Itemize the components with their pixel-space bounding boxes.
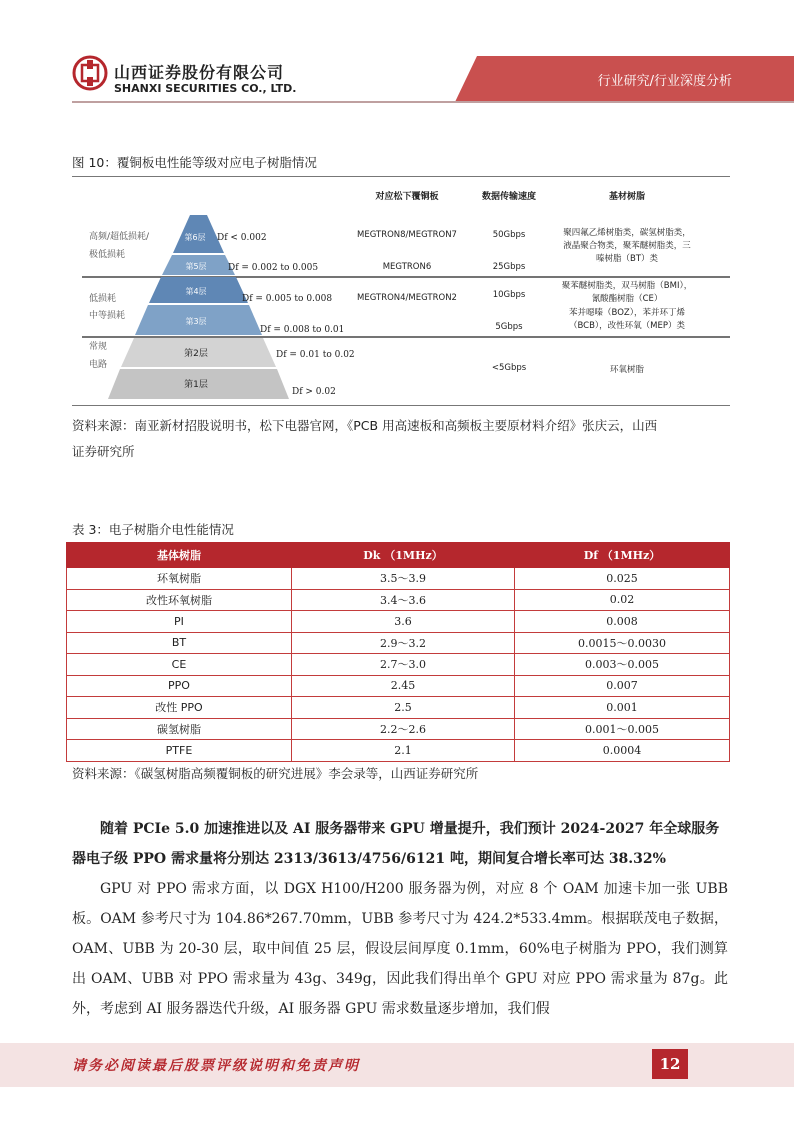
header-divider: [72, 101, 794, 103]
table-title: 表 3：电子树脂介电性能情况: [72, 522, 234, 537]
group-label: 极低损耗: [89, 250, 126, 260]
layer-label: 第6层: [184, 233, 206, 242]
df-value: Df = 0.002 to 0.005: [228, 263, 319, 273]
group-label: 高频/超低损耗/: [89, 232, 150, 242]
table-source: 资料来源：《碳氢树脂高频覆铜板的研究进展》李会录等，山西证券研究所: [72, 766, 479, 781]
cell-resin: 碳氢树脂: [67, 718, 292, 740]
table-row: [67, 654, 730, 676]
layer-label: 第3层: [185, 317, 207, 326]
resin-text: 苯并噁嗪（BOZ），苯并环丁烯: [569, 308, 685, 318]
footer-disclaimer: 请务必阅读最后股票评级说明和免责声明: [72, 1058, 360, 1074]
figure-source: [72, 413, 728, 465]
cell-df: 0.001～0.005: [515, 718, 730, 740]
layer-label: 第5层: [185, 262, 207, 271]
figure-pyramid-chart: [72, 176, 730, 406]
company-logo-icon: [72, 55, 108, 91]
paragraph-body: GPU 对 PPO 需求方面，以 DGX H100/H200 服务器为例，对应 8 个 OAM 加速卡加一张 UBB 板。OAM 参考尺寸为 104.86*267.70mm，UBB 参考尺寸为 424.2*533.4mm。根据联茂电子数据，OAM、UBB 为 20-30 层，取中间值 25 层，假设层间厚度 0.1mm，60%电子树脂为 PPO，我们测算出 OAM、UBB 对 PPO 需求量为 43g、349g，因此我们得出单个 GPU 对应 PPO 需求量为 87g。此外，考虑到 AI 服务器迭代升级，AI 服务器 GPU 需求数量逐步增加，我们假: [72, 881, 728, 1017]
col-header-dk: Dk （1MHz）: [292, 543, 515, 568]
speed-value: 5Gbps: [495, 322, 523, 332]
df-value: Df = 0.005 to 0.008: [242, 294, 333, 304]
table-header-row: [67, 543, 730, 568]
table-row: [67, 611, 730, 633]
cell-df: 0.003～0.005: [515, 654, 730, 676]
df-value: Df = 0.01 to 0.02: [276, 350, 355, 360]
cell-dk: 2.1: [292, 740, 515, 762]
cell-resin: PPO: [67, 675, 292, 697]
cell-df: 0.02: [515, 589, 730, 611]
speed-value: 25Gbps: [492, 262, 526, 272]
fig-col-header-board: 对应松下覆铜板: [375, 192, 439, 202]
group-label: 低损耗: [89, 294, 117, 304]
cell-df: 0.0004: [515, 740, 730, 762]
table-row: [67, 697, 730, 719]
cell-dk: 2.9～3.2: [292, 632, 515, 654]
cell-resin: 改性 PPO: [67, 697, 292, 719]
cell-resin: 环氧树脂: [67, 568, 292, 590]
resin-text: 嗪树脂（BT）类: [595, 254, 659, 264]
cell-dk: 3.6: [292, 611, 515, 633]
cell-df: 0.001: [515, 697, 730, 719]
col-header-resin: 基体树脂: [67, 543, 292, 568]
figure-source-line: 证券研究所: [72, 444, 135, 459]
cell-resin: PI: [67, 611, 292, 633]
layer-label: 第1层: [184, 380, 208, 390]
cell-resin: BT: [67, 632, 292, 654]
table-row: [67, 740, 730, 762]
resin-text: 环氧树脂: [609, 365, 645, 375]
company-name-en: SHANXI SECURITIES CO., LTD.: [114, 82, 297, 95]
cell-resin: CE: [67, 654, 292, 676]
df-value: Df < 0.002: [217, 233, 267, 243]
table-row: [67, 632, 730, 654]
cell-dk: 2.45: [292, 675, 515, 697]
resin-text: 液晶聚合物类，聚苯醚树脂类，三: [563, 241, 691, 251]
table-row: [67, 568, 730, 590]
report-type-label: 行业研究/行业深度分析: [597, 74, 732, 89]
cell-dk: 3.5～3.9: [292, 568, 515, 590]
df-value: Df > 0.02: [292, 387, 336, 397]
resin-text: 聚苯醚树脂类，双马树脂（BMI），: [561, 281, 693, 291]
page-number: 12: [652, 1049, 688, 1079]
table-row: [67, 589, 730, 611]
page-header: [0, 0, 794, 110]
cell-df: 0.0015～0.0030: [515, 632, 730, 654]
col-header-df: Df （1MHz）: [515, 543, 730, 568]
cell-df: 0.007: [515, 675, 730, 697]
cell-df: 0.008: [515, 611, 730, 633]
speed-value: 10Gbps: [492, 290, 526, 300]
resin-text: 氰酸酯树脂（CE）: [591, 294, 663, 304]
figure-source-line: 资料来源：南亚新材招股说明书，松下电器官网，《PCB 用高速板和高频板主要原材料介绍》张庆云，山西: [72, 418, 658, 433]
layer-label: 第4层: [185, 287, 207, 296]
board-model: MEGTRON6: [382, 262, 432, 272]
board-model: MEGTRON8/MEGTRON7: [357, 230, 457, 240]
resin-text: （BCB），改性环氧（MEP）类: [568, 321, 686, 331]
paragraph-highlight: 随着 PCIe 5.0 加速推进以及 AI 服务器带来 GPU 增量提升，我们预计 2024-2027 年全球服务器电子级 PPO 需求量将分别达 2313/3613/4756/6121 吨，期间复合增长率可达 38.32%: [72, 821, 720, 867]
figure-title: 图 10：覆铜板电性能等级对应电子树脂情况: [72, 155, 317, 170]
cell-resin: 改性环氧树脂: [67, 589, 292, 611]
board-model: MEGTRON4/MEGTRON2: [357, 293, 457, 303]
fig-col-header-speed: 数据传输速度: [481, 192, 537, 202]
cell-df: 0.025: [515, 568, 730, 590]
company-name-cn: 山西证券股份有限公司: [114, 63, 285, 82]
cell-dk: 2.7～3.0: [292, 654, 515, 676]
table-row: [67, 718, 730, 740]
cell-dk: 3.4～3.6: [292, 589, 515, 611]
table-row: [67, 675, 730, 697]
speed-value: <5Gbps: [491, 363, 527, 373]
fig-col-header-resin: 基材树脂: [608, 192, 646, 202]
group-label: 中等损耗: [89, 311, 126, 321]
cell-dk: 2.5: [292, 697, 515, 719]
group-label: 电路: [89, 360, 108, 370]
cell-dk: 2.2～2.6: [292, 718, 515, 740]
df-value: Df = 0.008 to 0.01: [260, 325, 345, 335]
speed-value: 50Gbps: [492, 230, 526, 240]
resin-text: 聚四氟乙烯树脂类，碳氢树脂类，: [563, 228, 691, 238]
group-label: 常规: [89, 342, 108, 352]
cell-resin: PTFE: [67, 740, 292, 762]
resin-dielectric-table: [66, 542, 730, 762]
layer-label: 第2层: [184, 349, 208, 359]
